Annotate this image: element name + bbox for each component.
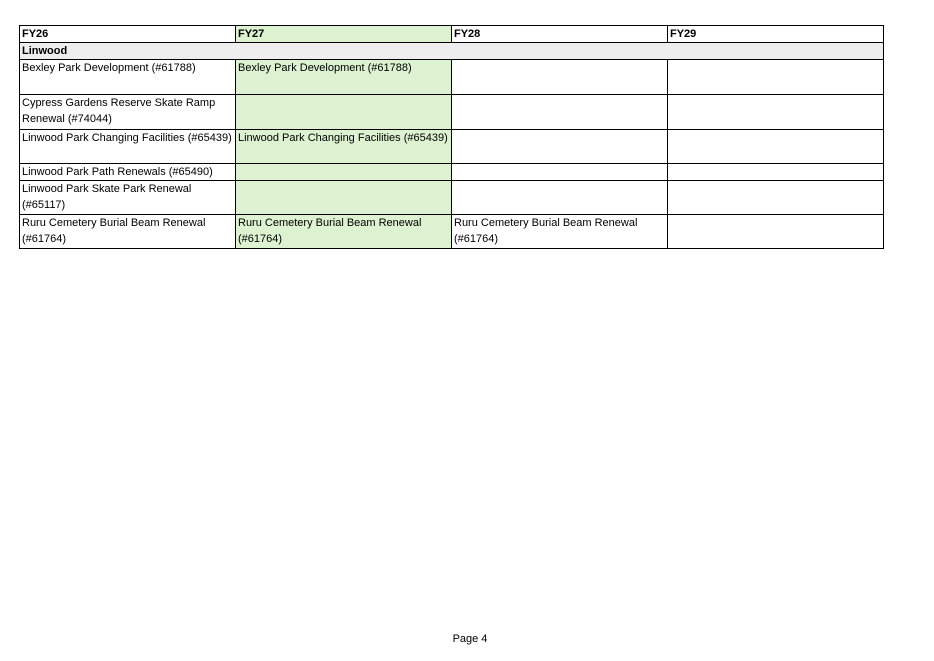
section-label: Linwood bbox=[20, 43, 884, 60]
table-cell: Bexley Park Development (#61788) bbox=[236, 60, 452, 95]
header-fy27: FY27 bbox=[236, 26, 452, 43]
table-cell: Cypress Gardens Reserve Skate Ramp Renewal (#74044) bbox=[20, 95, 236, 130]
table-cell: Ruru Cemetery Burial Beam Renewal (#61764) bbox=[236, 215, 452, 249]
table-cell bbox=[236, 164, 452, 181]
table-cell bbox=[236, 181, 452, 215]
table-row bbox=[20, 215, 884, 249]
table-cell bbox=[668, 215, 884, 249]
section-row bbox=[20, 43, 884, 60]
table-cell: Linwood Park Path Renewals (#65490) bbox=[20, 164, 236, 181]
table-cell bbox=[452, 95, 668, 130]
table-cell bbox=[452, 130, 668, 164]
table-cell bbox=[668, 60, 884, 95]
header-fy26: FY26 bbox=[20, 26, 236, 43]
table-cell bbox=[452, 60, 668, 95]
table-cell bbox=[668, 181, 884, 215]
table-cell bbox=[668, 130, 884, 164]
table-cell bbox=[668, 95, 884, 130]
table-cell bbox=[668, 164, 884, 181]
table-cell: Ruru Cemetery Burial Beam Renewal (#61764) bbox=[20, 215, 236, 249]
header-row bbox=[20, 26, 884, 43]
table-cell bbox=[452, 164, 668, 181]
table-cell bbox=[236, 95, 452, 130]
table-cell: Linwood Park Changing Facilities (#65439) bbox=[20, 130, 236, 164]
table-row bbox=[20, 181, 884, 215]
table-row bbox=[20, 130, 884, 164]
header-fy28: FY28 bbox=[452, 26, 668, 43]
table-cell: Ruru Cemetery Burial Beam Renewal (#61764) bbox=[452, 215, 668, 249]
page-number: Page 4 bbox=[452, 633, 488, 645]
table-row bbox=[20, 95, 884, 130]
schedule-table bbox=[19, 25, 884, 249]
table-cell: Linwood Park Skate Park Renewal (#65117) bbox=[20, 181, 236, 215]
header-fy29: FY29 bbox=[668, 26, 884, 43]
table-cell bbox=[452, 181, 668, 215]
table-cell: Linwood Park Changing Facilities (#65439) bbox=[236, 130, 452, 164]
table-row bbox=[20, 60, 884, 95]
table-cell: Bexley Park Development (#61788) bbox=[20, 60, 236, 95]
table-row bbox=[20, 164, 884, 181]
